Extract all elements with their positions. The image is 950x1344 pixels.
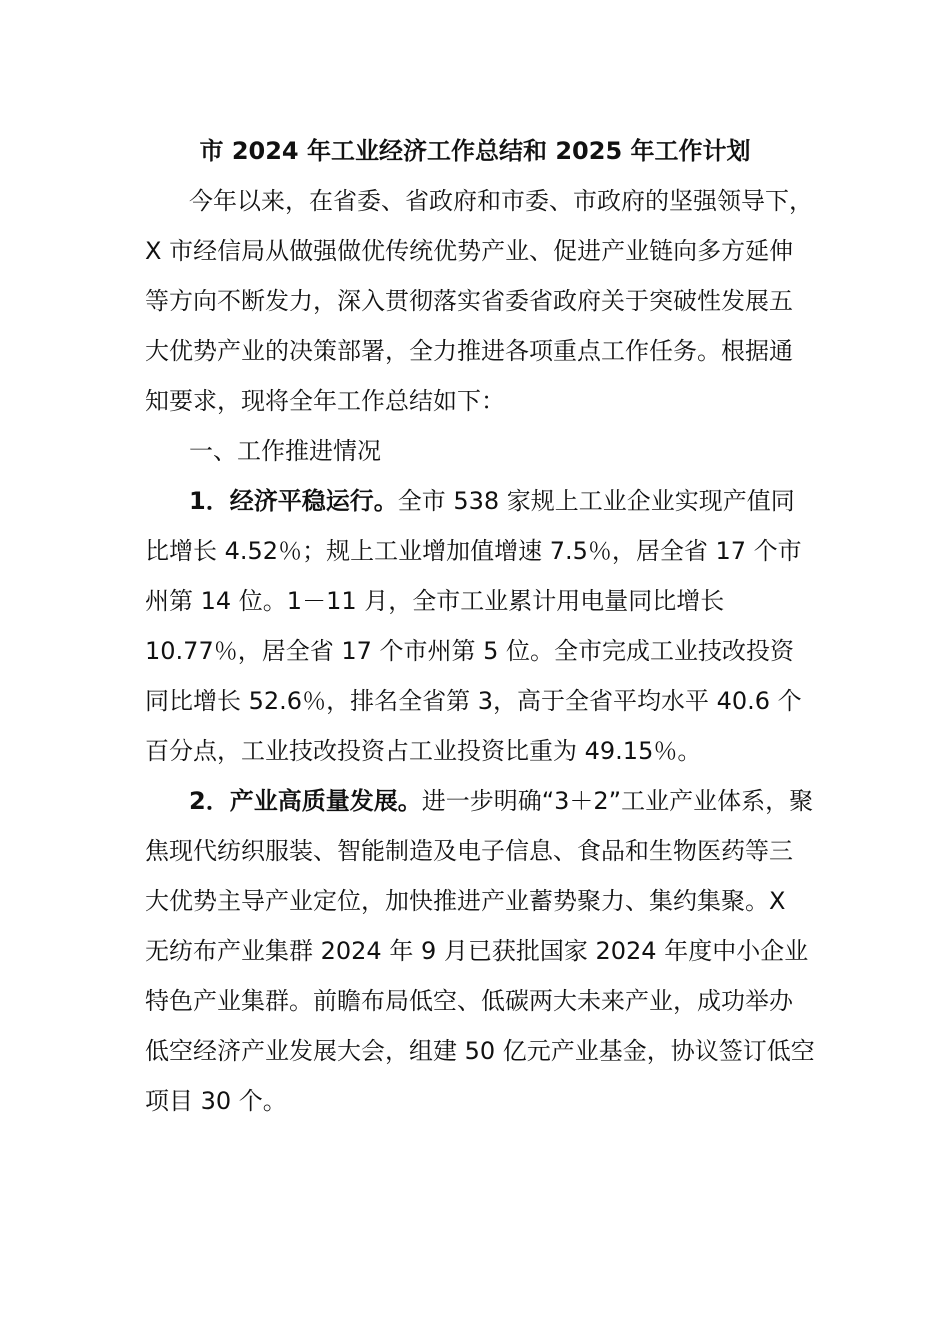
section-heading-text: 一、工作推进情况	[189, 437, 381, 465]
paragraph-lead: 1．经济平稳运行。	[189, 487, 398, 515]
section-heading	[145, 426, 815, 476]
document-body	[145, 176, 815, 1126]
paragraph-text: 全市 538 家规上工业企业实现产值同比增长 4.52％；规上工业增加值增速 7.5％，居全省 17 个市州第 14 位。1－11 月，全市工业累计用电量同比增长 10.77％，居全省 17 个市州第 5 位。全市完成工业技改投资同比增长 52.6％，排名全省第 3，高于全省平均水平 40.6 个百分点，工业技改投资占工业投资比重为 49.15％。	[145, 487, 802, 765]
paragraph-economy	[145, 476, 815, 776]
paragraph-industry	[145, 776, 815, 1126]
paragraph-lead: 2．产业高质量发展。	[189, 787, 422, 815]
document-title: 市 2024 年工业经济工作总结和 2025 年工作计划	[199, 137, 751, 165]
paragraph-intro	[145, 176, 815, 426]
paragraph-text: 今年以来，在省委、省政府和市委、市政府的坚强领导下，X 市经信局从做强做优传统优势产业、促进产业链向多方延伸等方向不断发力，深入贯彻落实省委省政府关于突破性发展五大优势产业的决策部署，全力推进各项重点工作任务。根据通知要求，现将全年工作总结如下：	[145, 187, 813, 415]
paragraph-text: 进一步明确“3＋2”工业产业体系，聚焦现代纺织服装、智能制造及电子信息、食品和生物医药等三大优势主导产业定位，加快推进产业蓄势聚力、集约集聚。X 无纺布产业集群 2024 年 9 月已获批国家 2024 年度中小企业特色产业集群。前瞻布局低空、低碳两大未来产业，成功举办低空经济产业发展大会，组建 50 亿元产业基金，协议签订低空项目 30 个。	[145, 787, 815, 1115]
